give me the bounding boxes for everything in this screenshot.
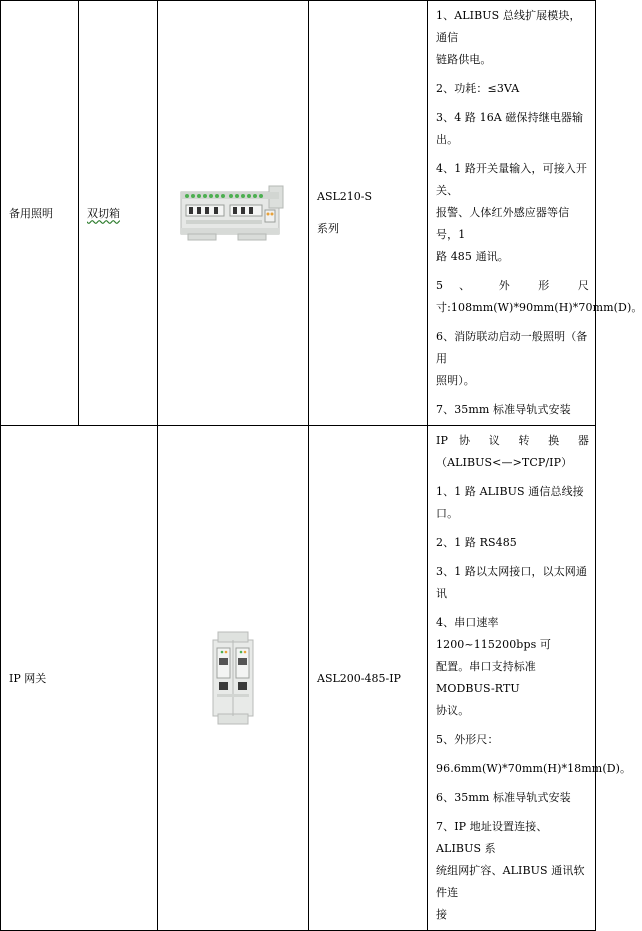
model-series-text: 系列: [317, 222, 339, 235]
spec-line: 统组网扩容、ALIBUS 通讯软件连: [436, 864, 585, 899]
spec-line: 6、消防联动启动一般照明（备用: [436, 330, 588, 365]
spec-line: 4、串口速率 1200~115200bps 可: [436, 616, 552, 651]
spec-line: 寸:108mm(W)*90mm(H)*70mm(D)。: [436, 301, 642, 314]
spec-line: 1、ALIBUS 总线扩展模块，通信: [436, 9, 581, 44]
spec-line: 2、1 路 RS485: [436, 536, 517, 549]
spec-line: 3、4 路 16A 磁保持继电器输出。: [436, 111, 584, 146]
category-text: 备用照明: [9, 206, 53, 220]
spec-line: 接: [436, 908, 448, 921]
spec-cell: [428, 426, 632, 931]
spec-cell: [428, 1, 642, 426]
spec-line: 1、1 路 ALIBUS 通信总线接口。: [436, 485, 584, 520]
spec-line: 链路供电。: [436, 53, 492, 66]
product-text: 双切箱: [87, 206, 120, 220]
table-row: [1, 426, 596, 931]
spec-line: 96.6mm(W)*70mm(H)*18mm(D)。: [436, 762, 632, 775]
spec-line: 7、IP 地址设置连接、ALIBUS 系: [436, 820, 548, 855]
spec-line: 照明）。: [436, 374, 475, 387]
table-row: [1, 1, 596, 426]
model-text: ASL200-485-IP: [317, 671, 401, 685]
spec-line: 2、功耗：≤3VA: [436, 82, 520, 95]
spec-line: 4、1 路开关量输入，可接入开关、: [436, 162, 587, 197]
din-rail-ip-gateway-image: [209, 630, 257, 726]
model-text: ASL210-S: [317, 190, 373, 203]
spec-line: IP 协 议 转 换 器: [436, 434, 589, 447]
model-cell: [309, 1, 428, 426]
product-cell: [79, 426, 158, 931]
image-cell: [158, 1, 309, 426]
spec-line: 5 、 外 形 尺: [436, 279, 589, 292]
spec-line: 3、1 路以太网接口，以太网通讯: [436, 565, 587, 600]
product-cell: [79, 1, 158, 426]
spec-line: 6、35mm 标准导轨式安装: [436, 791, 571, 804]
spec-line: （ALIBUS<—>TCP/IP）: [436, 456, 573, 469]
image-cell: [158, 426, 309, 931]
spec-line: 7、35mm 标准导轨式安装: [436, 403, 571, 416]
spec-line: 报警、人体红外感应器等信号，1: [436, 206, 570, 241]
spec-line: 协议。: [436, 704, 470, 717]
spec-line: 5、外形尺：: [436, 733, 499, 746]
spec-line: 路 485 通讯。: [436, 250, 509, 263]
spec-line: 配置。串口支持标准 MODBUS-RTU: [436, 660, 536, 695]
category-cell: [1, 426, 79, 931]
model-cell: [309, 426, 428, 931]
category-cell: [1, 1, 79, 426]
din-rail-relay-module-image: [180, 184, 286, 242]
category-text: IP 网关: [9, 671, 47, 685]
